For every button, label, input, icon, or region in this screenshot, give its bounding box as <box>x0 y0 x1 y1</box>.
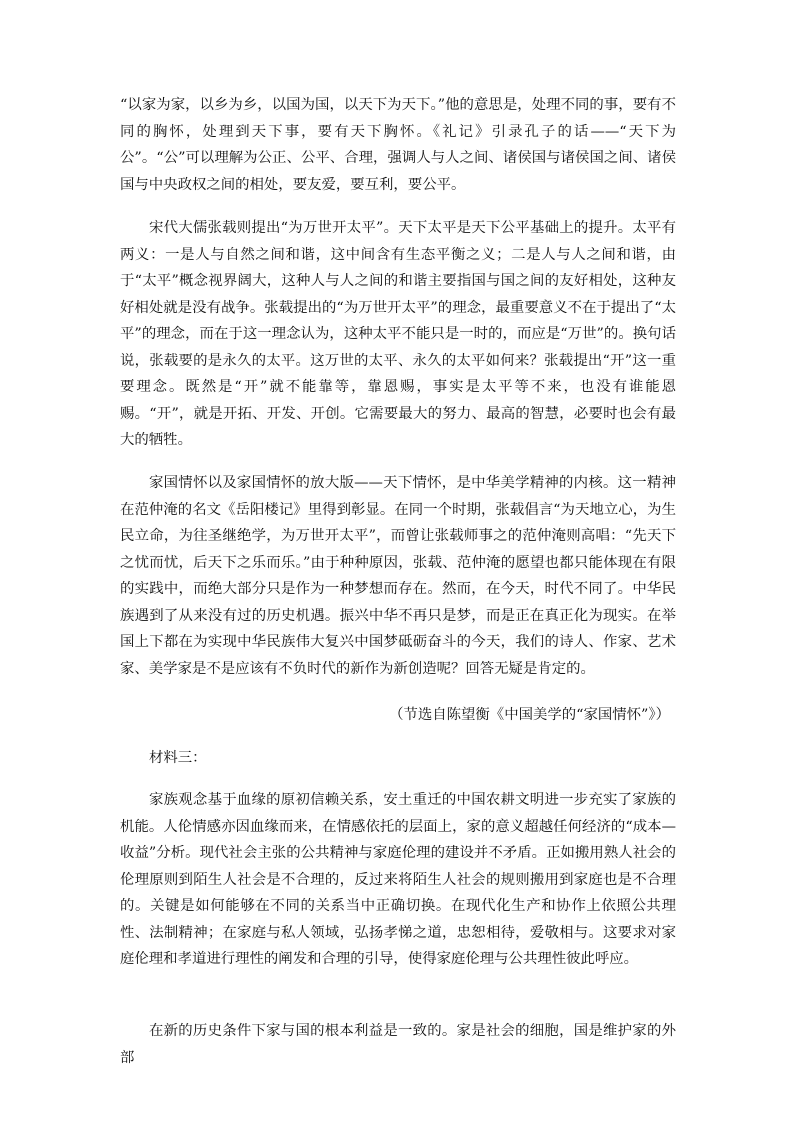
material-three-label: 材料三： <box>149 750 207 766</box>
paragraph-block-5 <box>120 1018 676 1071</box>
paragraph-block-2 <box>120 215 676 454</box>
paragraph-block-3 <box>120 470 676 682</box>
paragraph-2: 宋代大儒张载则提出“为万世开太平”。天下太平是天下公平基础上的提升。太平有两义：一是人与自然之间和谐，这中间含有生态平衡之义；二是人与人之间和谐，由于“太平”概念视界阔大，这种人与人之间的和谐主要指国与国之间的友好相处，这种友好相处就是没有战争。张载提出的“为万世开太平”的理念，最重要意义不在于提出了“太平”的理念，而在于这一理念认为，这种太平不能只是一时的，而应是“万世”的。换句话说，张载要的是永久的太平。这万世的太平、永久的太平如何来？张载提出“开”这一重要理念。既然是“开”就不能靠等，靠恩赐，事实是太平等不来，也没有谁能恩赐。“开”，就是开拓、开发、开创。它需要最大的努力、最高的智慧，必要时也会有最大的牺牲。 <box>120 220 676 448</box>
paragraph-4: 家族观念基于血缘的原初信赖关系，安土重迁的中国农耕文明进一步充实了家族的机能。人伦情感亦因血缘而来，在情感依托的层面上，家的意义超越任何经济的“成本—收益”分析。现代社会主张的公共精神与家庭伦理的建设并不矛盾。正如搬用熟人社会的伦理原则到陌生人社会是不合理的，反过来将陌生人社会的规则搬用到家庭也是不合理的。关键是如何能够在不同的关系当中正确切换。在现代化生产和协作上依照公共理性、法制精神；在家庭与私人领域，弘扬孝悌之道，忠恕相待，爱敬相与。这要求对家庭伦理和孝道进行理性的阐发和合理的引导，使得家庭伦理与公共理性彼此呼应。 <box>120 792 676 967</box>
paragraph-1: “以家为家，以乡为乡，以国为国，以天下为天下。”他的意思是，处理不同的事，要有不同的胸怀，处理到天下事，要有天下胸怀。《礼记》引录孔子的话——“天下为公”。“公”可以理解为公正、公平、合理，强调人与人之间、诸侯国与诸侯国之间、诸侯国与中央政权之间的相处，要友爱，要互利，要公平。 <box>120 97 676 193</box>
paragraph-block-1 <box>120 92 676 198</box>
source-citation: （节选自陈望衡《中国美学的“家国情怀”》） <box>389 707 670 723</box>
paragraph-3: 家国情怀以及家国情怀的放大版——天下情怀，是中华美学精神的内核。这一精神在范仲淹的名文《岳阳楼记》里得到彰显。在同一个时期，张载倡言“为天地立心，为生民立命，为往圣继绝学，为万世开太平”，而曾让张载师事之的范仲淹则高唱：“先天下之忧而忧，后天下之乐而乐。”由于种种原因，张载、范仲淹的愿望也都只能体现在有限的实践中，而绝大部分只是作为一种梦想而存在。然而，在今天，时代不同了。中华民族遇到了从来没有过的历史机遇。振兴中华不再只是梦，而是正在真正化为现实。在举国上下都在为实现中华民族伟大复兴中国梦砥砺奋斗的今天，我们的诗人、作家、艺术家、美学家是不是应该有不负时代的新作为新创造呢？回答无疑是肯定的。 <box>120 475 676 677</box>
paragraph-block-4 <box>120 787 676 973</box>
paragraph-5: 在新的历史条件下家与国的根本利益是一致的。家是社会的细胞，国是维护家的外部 <box>120 1023 676 1066</box>
